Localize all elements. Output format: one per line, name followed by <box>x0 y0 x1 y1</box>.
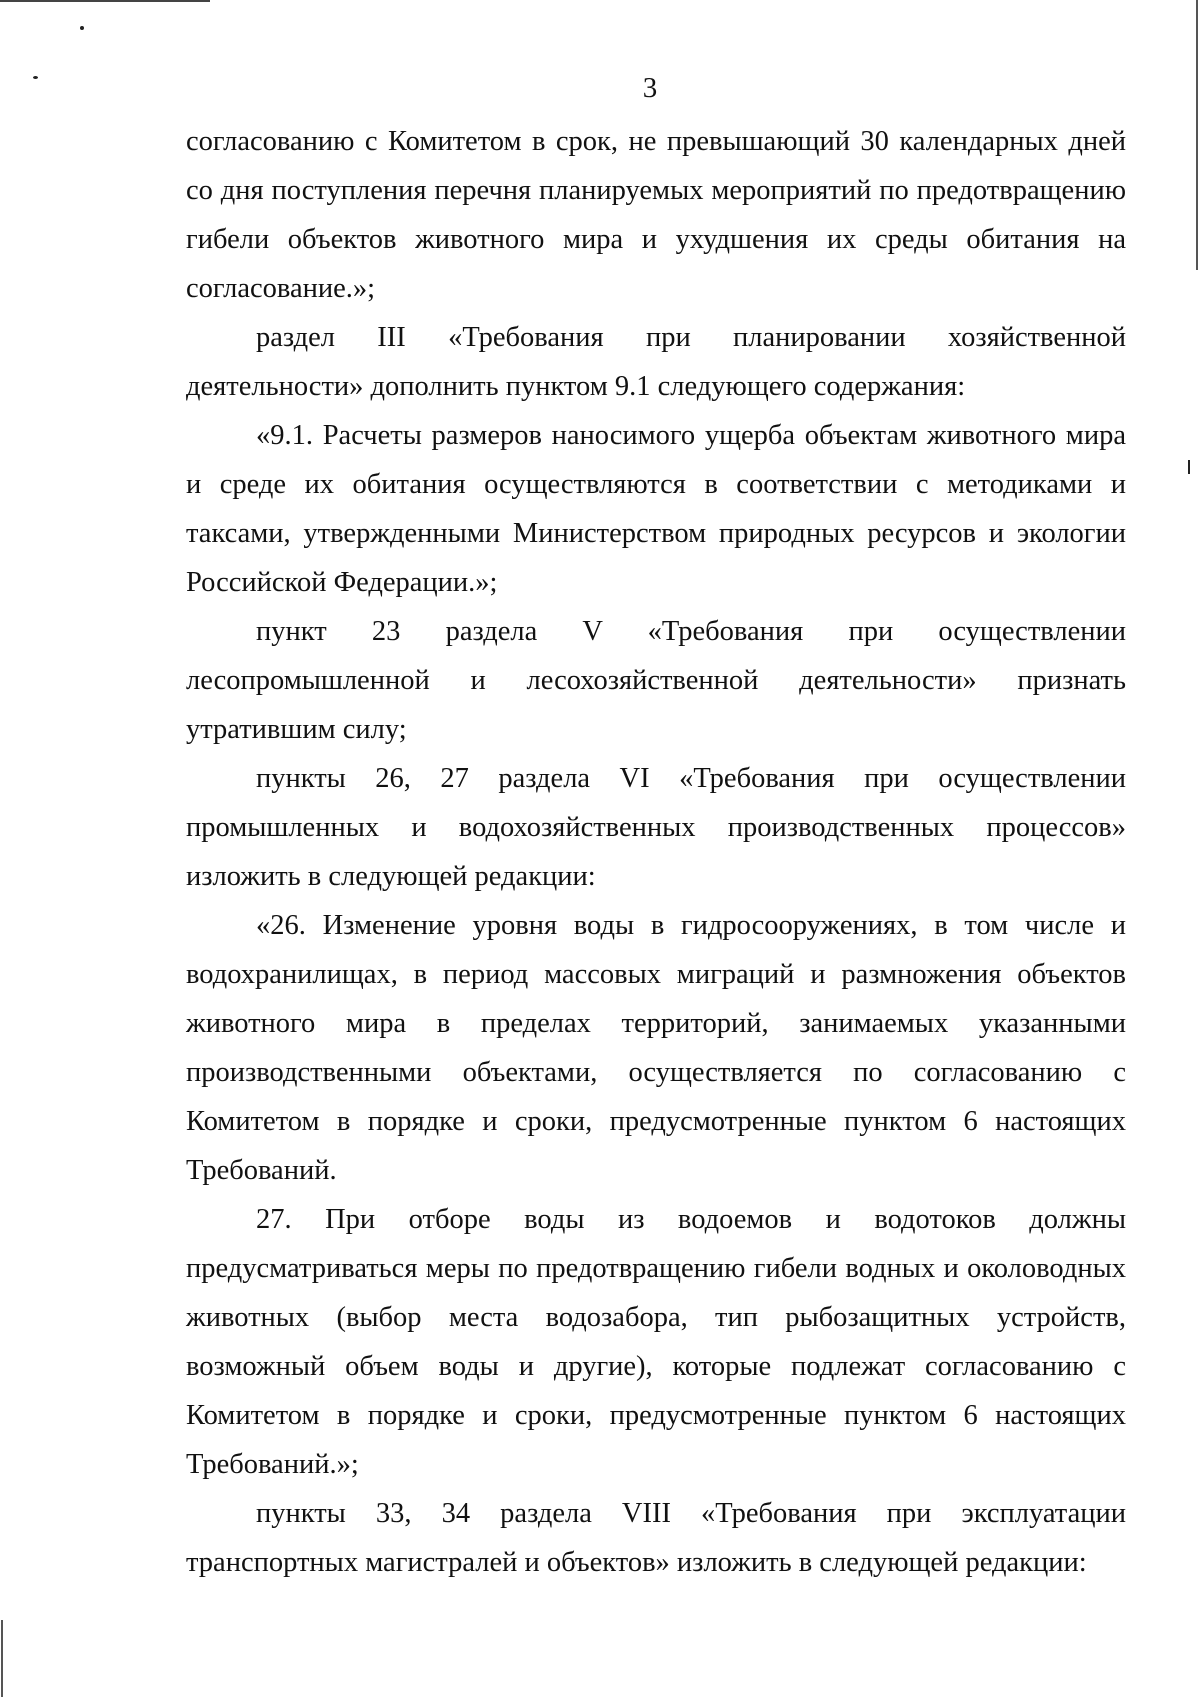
paragraph-item-23: пункт 23 раздела V «Требования при осуществлении лесопромышленной и лесохозяйственной деятельности» признать утратившим силу; <box>186 616 1126 745</box>
scan-edge-left <box>1 1620 3 1697</box>
paragraph-section-iii: раздел III «Требования при планировании хозяйственной деятельности» дополнить пунктом 9.1 следующего содержания: <box>186 322 1126 402</box>
paragraph-item-26: «26. Изменение уровня воды в гидросооружениях, в том числе и водохранилищах, в период массовых миграций и размножения объектов животного мира в пределах территорий, занимаемых указанными производственными объектами, осуществляется по согласованию с Комитетом в порядке и сроки, предусмотренные пунктом 6 настоящих Требований. <box>186 910 1126 1186</box>
paragraph-continuation: согласованию с Комитетом в срок, не превышающий 30 календарных дней со дня поступления перечня планируемых мероприятий по предотвращению гибели объектов животного мира и ухудшения их среды обитания на согласование.»; <box>186 126 1126 304</box>
document-body <box>186 117 1126 1587</box>
paragraph-item-27: 27. При отборе воды из водоемов и водотоков должны предусматриваться меры по предотвращению гибели водных и околоводных животных (выбор места водозабора, тип рыбозащитных устройств, возможный объем воды и другие), которые подлежат согласованию с Комитетом в порядке и сроки, предусмотренные пунктом 6 настоящих Требований.»; <box>186 1204 1126 1480</box>
paragraph-items-33-34: пункты 33, 34 раздела VIII «Требования при эксплуатации транспортных магистралей и объектов» изложить в следующей редакции: <box>186 1498 1126 1578</box>
paragraph-items-26-27: пункты 26, 27 раздела VI «Требования при осуществлении промышленных и водохозяйственных производственных процессов» изложить в следующей редакции: <box>186 763 1126 892</box>
scan-speck <box>80 26 84 30</box>
scan-edge-right <box>1196 0 1198 270</box>
page-number: 3 <box>642 72 658 104</box>
scan-speck <box>1188 460 1190 474</box>
scan-edge-top <box>0 0 210 2</box>
paragraph-item-9-1: «9.1. Расчеты размеров наносимого ущерба объектам животного мира и среде их обитания осуществляются в соответствии с методиками и таксами, утвержденными Министерством природных ресурсов и экологии Российской Федерации.»; <box>186 420 1126 598</box>
